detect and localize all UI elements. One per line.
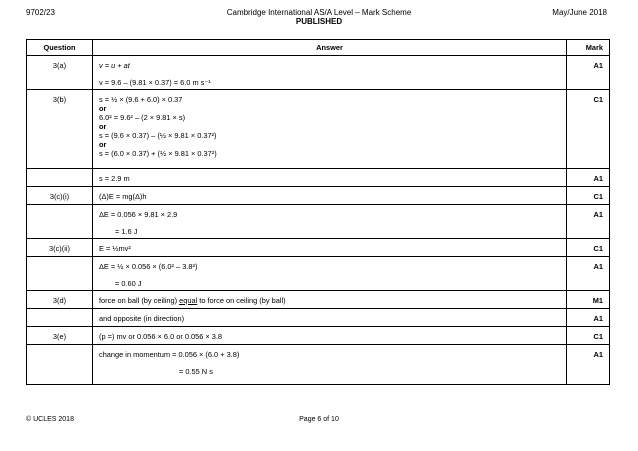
answer-cell	[93, 205, 567, 239]
answer-line: 6.0² = 9.6² – (2 × 9.81 × s)	[99, 113, 186, 122]
mark-column-header: Mark	[567, 40, 610, 56]
table-row	[27, 239, 610, 257]
question-cell: 3(e)	[27, 327, 93, 345]
answer-line: = 1.6 J	[115, 227, 138, 236]
published-label: PUBLISHED	[295, 17, 343, 26]
table-row	[27, 291, 610, 309]
document-title	[0, 8, 638, 26]
answer-line: s = (6.0 × 0.37) + (½ × 9.81 × 0.37²)	[99, 149, 217, 158]
answer-line: s = ½ × (9.6 + 6.0) × 0.37	[99, 95, 183, 104]
answer-line: change in momentum = 0.056 × (6.0 + 3.8)	[99, 350, 240, 359]
mark-cell: A1	[567, 56, 610, 90]
answer-line: s = (9.6 × 0.37) – (½ × 9.81 × 0.37²)	[99, 131, 217, 140]
answer-line: E = ½mv²	[99, 244, 131, 253]
question-cell	[27, 257, 93, 291]
answer-cell	[93, 257, 567, 291]
underlined-word: equal	[179, 296, 198, 305]
page-number: Page 6 of 10	[299, 416, 339, 423]
question-cell: 3(a)	[27, 56, 93, 90]
answer-cell	[93, 187, 567, 205]
table-row	[27, 327, 610, 345]
mark-cell: A1	[567, 345, 610, 385]
mark-cell: M1	[567, 291, 610, 309]
mark-scheme-table	[26, 39, 610, 385]
answer-cell	[93, 90, 567, 169]
table-row	[27, 257, 610, 291]
answer-line	[99, 61, 560, 70]
answer-line: = 0.55 N s	[179, 367, 213, 376]
question-column-header: Question	[27, 40, 93, 56]
mark-cell: C1	[567, 239, 610, 257]
answer-text: force on ball (by ceiling)	[99, 296, 178, 305]
table-header-row	[27, 40, 610, 56]
table-row	[27, 205, 610, 239]
answer-line: (Δ)E = mg(Δ)h	[99, 192, 147, 201]
answer-line: ΔE = 0.056 × 9.81 × 2.9	[99, 210, 178, 219]
answer-line: s = 2.9 m	[99, 174, 130, 183]
answer-text: to force on ceiling (by ball)	[199, 296, 286, 305]
answer-cell	[93, 56, 567, 90]
question-cell: 3(b)	[27, 90, 93, 169]
question-cell: 3(d)	[27, 291, 93, 309]
answer-line: v = 9.6 – (9.81 × 0.37) = 6.0 m s⁻¹	[99, 78, 211, 87]
or-label: or	[99, 122, 107, 131]
title-text: Cambridge International AS/A Level – Mark Scheme	[226, 8, 412, 17]
mark-cell: C1	[567, 327, 610, 345]
answer-cell	[93, 169, 567, 187]
table-row	[27, 169, 610, 187]
answer-cell	[93, 327, 567, 345]
answer-line: and opposite (in direction)	[99, 314, 185, 323]
paper-code: 9702/23	[26, 8, 55, 17]
table-row	[27, 187, 610, 205]
answer-cell	[93, 345, 567, 385]
answer-line	[99, 296, 560, 305]
answer-line: = 0.60 J	[115, 279, 142, 288]
answer-line: ΔE = ½ × 0.056 × (6.0² – 3.8²)	[99, 262, 198, 271]
mark-cell: A1	[567, 205, 610, 239]
mark-cell: C1	[567, 90, 610, 169]
or-label: or	[99, 104, 107, 113]
mark-cell: A1	[567, 169, 610, 187]
table-row	[27, 309, 610, 327]
question-cell	[27, 345, 93, 385]
mark-cell: C1	[567, 187, 610, 205]
question-cell: 3(c)(i)	[27, 187, 93, 205]
mark-cell: A1	[567, 309, 610, 327]
answer-column-header: Answer	[93, 40, 567, 56]
table-row	[27, 56, 610, 90]
question-cell	[27, 169, 93, 187]
table-row	[27, 90, 610, 169]
table-row	[27, 345, 610, 385]
question-cell	[27, 309, 93, 327]
answer-line: (p =) mv or 0.056 × 6.0 or 0.056 × 3.8	[99, 332, 223, 341]
or-label: or	[99, 140, 107, 149]
answer-text: v = u + at	[99, 61, 130, 70]
mark-cell: A1	[567, 257, 610, 291]
question-cell: 3(c)(ii)	[27, 239, 93, 257]
answer-cell	[93, 309, 567, 327]
exam-session: May/June 2018	[552, 8, 607, 17]
question-cell	[27, 205, 93, 239]
answer-cell	[93, 239, 567, 257]
copyright-notice: © UCLES 2018	[26, 416, 74, 423]
answer-cell	[93, 291, 567, 309]
